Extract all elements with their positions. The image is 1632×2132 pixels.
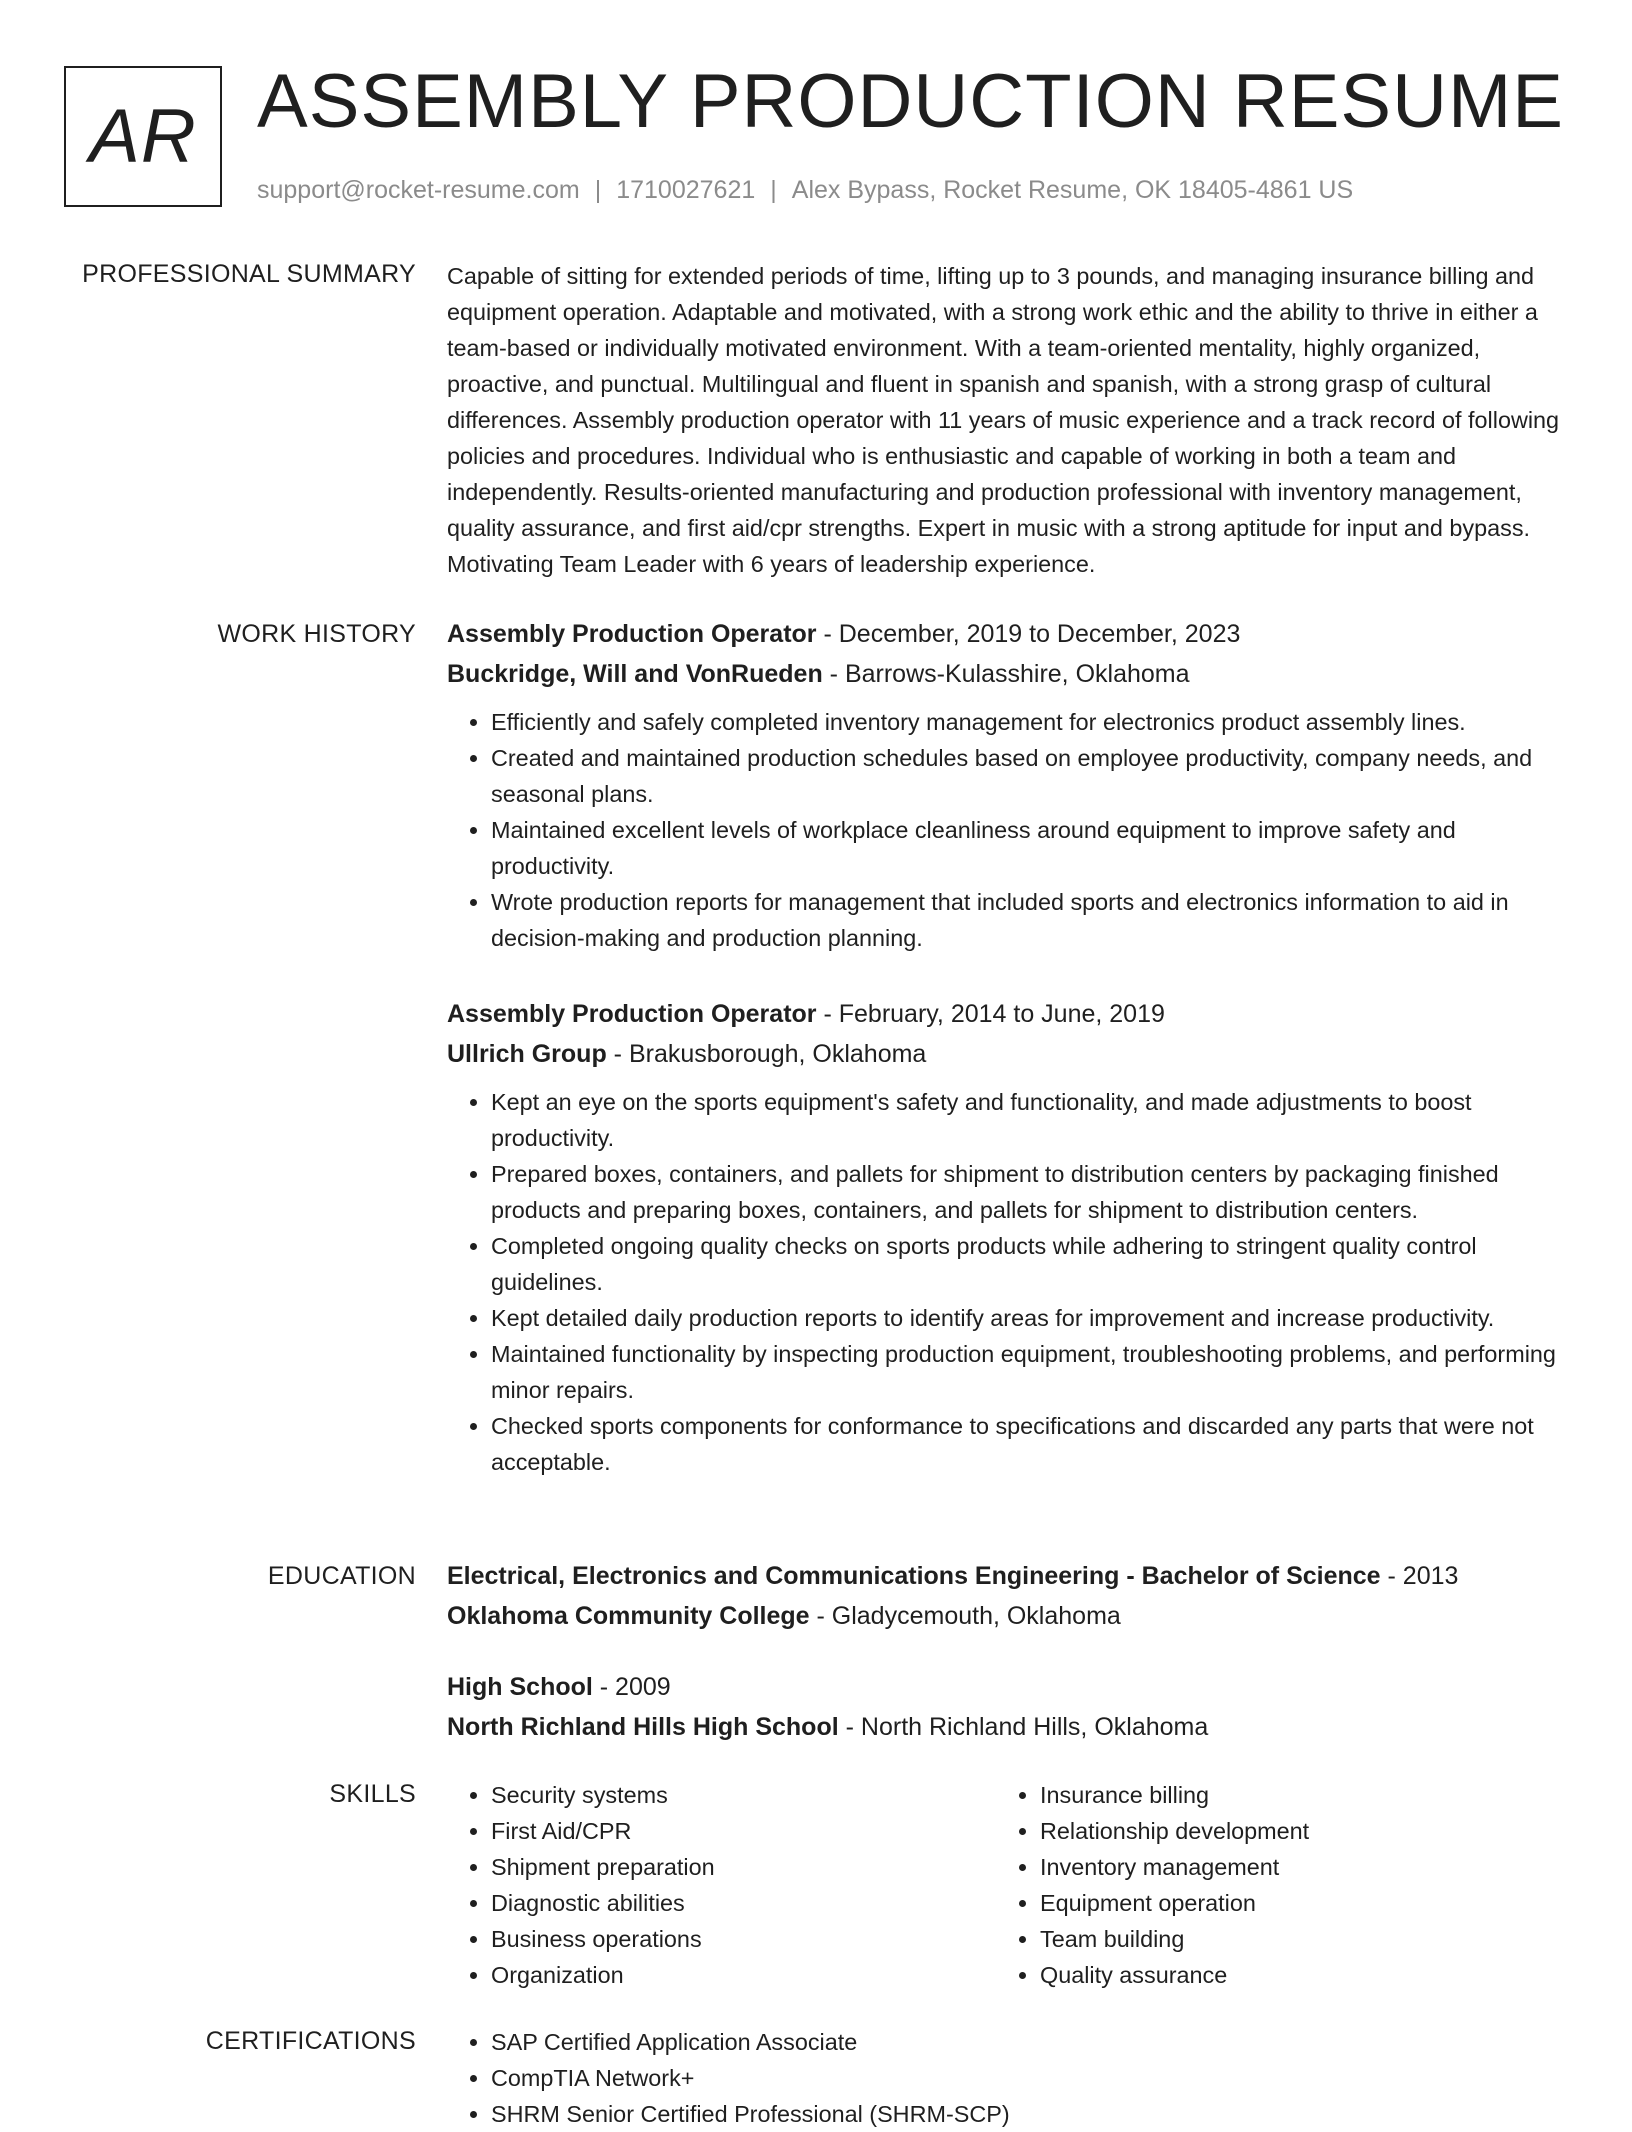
education-year: - 2009 [592, 1673, 671, 1701]
contact-email: support@rocket-resume.com [257, 176, 580, 204]
education-entry [447, 1667, 1567, 1747]
certification-item: • SHRM Senior Certified Professional (SHRM-SCP) [491, 2096, 1567, 2132]
job-bullets [447, 704, 1567, 956]
education-location: - Gladycemouth, Oklahoma [809, 1602, 1121, 1630]
job-bullet: • Maintained excellent levels of workplace cleanliness around equipment to improve safety and productivity. [491, 812, 1567, 884]
section-label-summary: PROFESSIONAL SUMMARY [82, 260, 416, 288]
job-entry [447, 994, 1567, 1480]
skill-item: • Business operations [491, 1921, 996, 1957]
resume-title: ASSEMBLY PRODUCTION RESUME [257, 59, 1564, 144]
job-location: - Barrows-Kulasshire, Oklahoma [822, 660, 1190, 688]
job-bullet: • Wrote production reports for management that included sports and electronics information to aid in decision-making and production planning. [491, 884, 1567, 956]
education-school: North Richland Hills High School [447, 1713, 839, 1741]
education-degree-line [447, 1667, 1567, 1707]
education-degree: High School [447, 1673, 593, 1701]
certification-item: • SAP Certified Application Associate [491, 2024, 1567, 2060]
monogram-initials: AR [89, 93, 197, 179]
skill-item: • Inventory management [1040, 1849, 1545, 1885]
skill-item: • Shipment preparation [491, 1849, 996, 1885]
job-bullet: • Completed ongoing quality checks on sports products while adhering to stringent quality control guidelines. [491, 1228, 1567, 1300]
education-degree: Electrical, Electronics and Communications Engineering - Bachelor of Science [447, 1562, 1381, 1590]
monogram-box [64, 66, 222, 207]
education-year: - 2013 [1380, 1562, 1459, 1590]
section-label-education: EDUCATION [267, 1562, 416, 1590]
job-bullet: • Created and maintained production schedules based on employee productivity, company needs, and seasonal plans. [491, 740, 1567, 812]
job-bullet: • Kept detailed daily production reports to identify areas for improvement and increase productivity. [491, 1300, 1567, 1336]
job-title: Assembly Production Operator [447, 1000, 817, 1028]
job-dates: - December, 2019 to December, 2023 [816, 620, 1241, 648]
contact-line [257, 174, 1353, 206]
job-bullet: • Checked sports components for conformance to specifications and discarded any parts that were not acceptable. [491, 1408, 1567, 1480]
job-bullet: • Efficiently and safely completed inventory management for electronics product assembly lines. [491, 704, 1567, 740]
skills-section [447, 1777, 1567, 1993]
skill-item: • Relationship development [1040, 1813, 1545, 1849]
job-company: Ullrich Group [447, 1040, 607, 1068]
skill-item: • Quality assurance [1040, 1957, 1545, 1993]
section-label-work: WORK HISTORY [217, 620, 416, 648]
job-company-line [447, 1034, 1567, 1074]
section-label-certifications: CERTIFICATIONS [205, 2027, 416, 2055]
education-location: - North Richland Hills, Oklahoma [838, 1713, 1209, 1741]
education-school-line [447, 1596, 1567, 1636]
skill-item: • Security systems [491, 1777, 996, 1813]
education-entry [447, 1556, 1567, 1636]
certifications-list [447, 2024, 1567, 2132]
skill-item: • Diagnostic abilities [491, 1885, 996, 1921]
job-bullet: • Maintained functionality by inspecting production equipment, troubleshooting problems, and performing minor repairs. [491, 1336, 1567, 1408]
job-title-line [447, 614, 1567, 654]
skills-list-right [996, 1777, 1545, 1993]
skill-item: • Equipment operation [1040, 1885, 1545, 1921]
skills-list-left [447, 1777, 996, 1993]
skills-columns [447, 1777, 1567, 1993]
skill-item: • First Aid/CPR [491, 1813, 996, 1849]
section-label-skills: SKILLS [329, 1780, 416, 1808]
certifications-section [447, 2024, 1567, 2132]
skill-item: • Team building [1040, 1921, 1545, 1957]
skill-item: • Insurance billing [1040, 1777, 1545, 1813]
job-title-line [447, 994, 1567, 1034]
job-location: - Brakusborough, Oklahoma [606, 1040, 927, 1068]
contact-separator: | [594, 176, 602, 204]
education-school-line [447, 1707, 1567, 1747]
job-entry [447, 614, 1567, 956]
education-school: Oklahoma Community College [447, 1602, 810, 1630]
job-title: Assembly Production Operator [447, 620, 817, 648]
job-company-line [447, 654, 1567, 694]
job-bullets [447, 1084, 1567, 1480]
education-degree-line [447, 1556, 1567, 1596]
job-company: Buckridge, Will and VonRueden [447, 660, 823, 688]
job-bullet: • Kept an eye on the sports equipment's safety and functionality, and made adjustments to boost productivity. [491, 1084, 1567, 1156]
contact-address: Alex Bypass, Rocket Resume, OK 18405-4861 US [791, 176, 1354, 204]
certification-item: • CompTIA Network+ [491, 2060, 1567, 2096]
contact-separator: | [770, 176, 777, 204]
job-bullet: • Prepared boxes, containers, and pallets for shipment to distribution centers by packaging finished products and preparing boxes, containers, and pallets for shipment to distribution centers. [491, 1156, 1567, 1228]
job-dates: - February, 2014 to June, 2019 [816, 1000, 1165, 1028]
summary-section [447, 258, 1567, 582]
summary-text: Capable of sitting for extended periods of time, lifting up to 3 pounds, and managing insurance billing and equipment operation. Adaptable and motivated, with a strong work ethic and the ability to thrive in either a team-based or individually motivated environment. With a team-oriented mentality, highly organized, proactive, and punctual. Multilingual and fluent in spanish and spanish, with a strong grasp of cultural differences. Assembly production operator with 11 years of music experience and a track record of following policies and procedures. Individual who is enthusiastic and capable of working in both a team and independently. Results-oriented manufacturing and production professional with inventory management, quality assurance, and first aid/cpr strengths. Expert in music with a strong aptitude for input and bypass. Motivating Team Leader with 6 years of leadership experience. [447, 263, 1560, 577]
contact-phone: 1710027621 [616, 176, 756, 204]
skill-item: • Organization [491, 1957, 996, 1993]
